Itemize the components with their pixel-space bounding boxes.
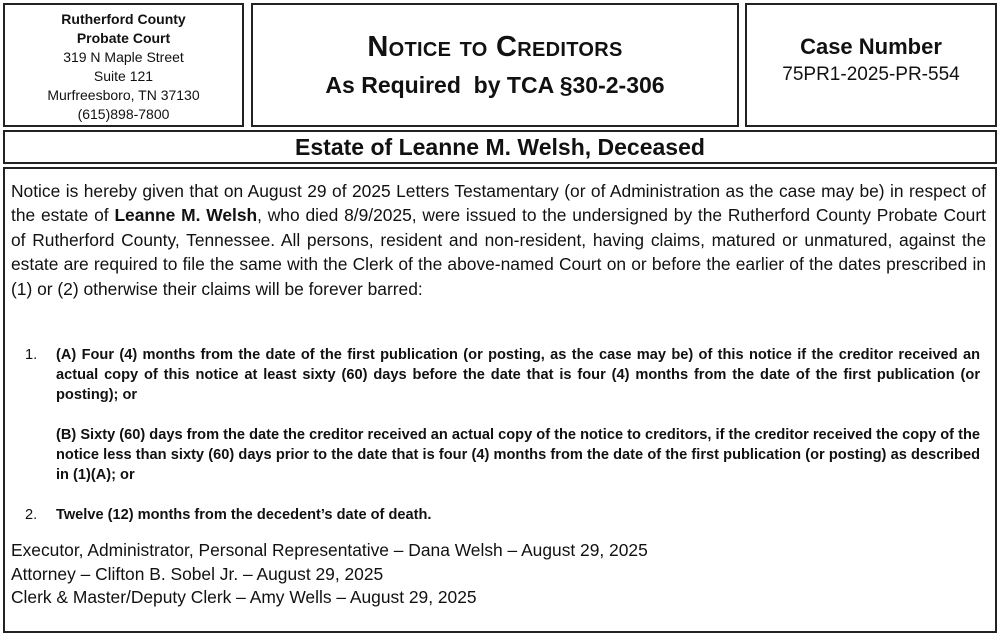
list-item	[25, 345, 980, 485]
notice-body	[3, 167, 997, 633]
deadline-list	[25, 345, 980, 525]
court-phone: (615)898-7800	[77, 106, 170, 122]
signature-lines	[11, 539, 648, 610]
list-item-option-a: (A) Four (4) months from the date of the first publication (or posting, as the case may be) of this notice if the creditor received an actual copy of this notice at least sixty (60) days before the date that is four (4) months from the date of the first publication (or posting); or	[56, 347, 980, 403]
notice-title-block	[251, 3, 739, 127]
list-item-option-b: (B) Sixty (60) days from the date the creditor received an actual copy of the notice to creditors, if the creditor received the copy of the notice less than sixty (60) days prior to the date that is four (4) months from the date of the first publication (or posting) as described in (1)(A); or	[56, 427, 980, 483]
notice-paragraph	[11, 179, 986, 301]
signature-executor: Executor, Administrator, Personal Representative – Dana Welsh – August 29, 2025	[11, 540, 648, 560]
notice-text-part2: , who died 8/9/2025, were issued to the undersigned by the Rutherford County Probate Court of Rutherford County, Tennessee. All persons, resident and non-resident, having claims, matured or unmatured, against the estate are required to file the same with the Clerk of the above-named Court on or before the earlier of the dates prescribed in (1) or (2) otherwise their claims will be forever barred:	[11, 205, 986, 299]
notice-subtitle: As Required by TCA §30-2-306	[325, 72, 665, 98]
court-name-line1: Rutherford County	[61, 11, 186, 27]
notice-title: Notice to Creditors	[367, 31, 623, 63]
court-suite: Suite 121	[93, 68, 154, 84]
list-item-number: 1.	[25, 347, 38, 363]
case-number-block	[745, 3, 997, 127]
court-name-line2: Probate Court	[76, 30, 171, 46]
court-city: Murfreesboro, TN 37130	[47, 87, 200, 103]
signature-attorney: Attorney – Clifton B. Sobel Jr. – August 29, 2025	[11, 563, 384, 584]
notice-text-part1: Notice is hereby given that on August 29 of 2025 Letters Testamentary (or of Administration as the case may be) in respect of the estate of	[11, 181, 986, 226]
signature-clerk: Clerk & Master/Deputy Clerk – Amy Wells – August 29, 2025	[11, 587, 477, 607]
case-number-value: 75PR1-2025-PR-554	[782, 64, 960, 85]
estate-title: Estate of Leanne M. Welsh, Deceased	[3, 130, 997, 164]
court-street: 319 N Maple Street	[63, 49, 184, 65]
case-number-label: Case Number	[800, 34, 942, 59]
list-item-number: 2.	[25, 507, 38, 523]
list-item	[25, 505, 980, 525]
court-address-block	[3, 3, 244, 127]
list-item-text: Twelve (12) months from the decedent’s date of death.	[56, 507, 432, 523]
decedent-name: Leanne M. Welsh	[114, 205, 258, 226]
